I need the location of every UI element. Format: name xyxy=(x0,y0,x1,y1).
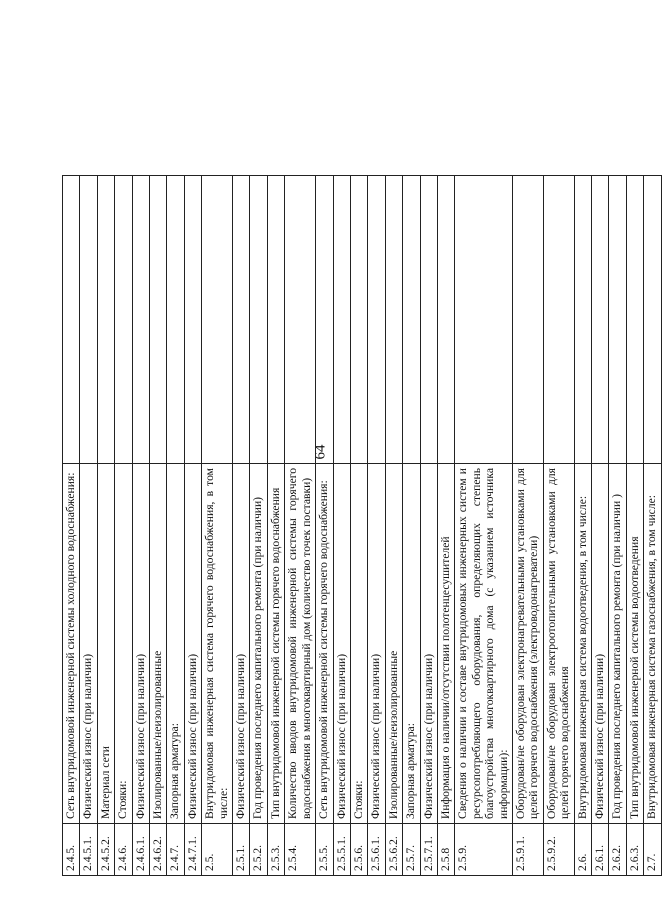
item-value-cell xyxy=(167,176,184,464)
item-value-cell xyxy=(63,176,80,464)
item-description-cell: Изолированные/неизолированные xyxy=(385,464,402,824)
item-description-cell: Внутридомовая инженерная система водоотведения, в том числе: xyxy=(574,464,591,824)
item-number-cell: 2.5.4. xyxy=(285,824,316,876)
item-value-cell xyxy=(267,176,284,464)
table-row xyxy=(63,176,80,876)
item-value-cell xyxy=(592,176,609,464)
item-value-cell xyxy=(316,176,333,464)
item-number-cell: 2.6. xyxy=(574,824,591,876)
item-number-cell: 2.4.5.1. xyxy=(80,824,97,876)
table-row xyxy=(202,176,233,876)
item-description-cell: Материал сети xyxy=(97,464,114,824)
item-description-cell: Внутридомовая инженерная система газоснабжения, в том числе: xyxy=(644,464,661,824)
table-row xyxy=(350,176,367,876)
table-row xyxy=(233,176,250,876)
item-number-cell: 2.5.5.1. xyxy=(333,824,350,876)
item-value-cell xyxy=(202,176,233,464)
item-number-cell: 2.6.1. xyxy=(592,824,609,876)
table-row xyxy=(316,176,333,876)
table-row xyxy=(609,176,626,876)
table-row xyxy=(267,176,284,876)
item-value-cell xyxy=(80,176,97,464)
item-value-cell xyxy=(115,176,132,464)
item-number-cell: 2.5.7.1. xyxy=(420,824,437,876)
item-description-cell: Сеть внутридомовой инженерной системы горячего водоснабжения: xyxy=(316,464,333,824)
item-description-cell: Физический износ (при наличии) xyxy=(368,464,385,824)
table-row xyxy=(592,176,609,876)
item-value-cell xyxy=(512,176,543,464)
item-description-cell: Количество вводов внутридомовой инженерной системы горячего водоснабжения в многоквартирный дом (количество точек поставки) xyxy=(285,464,316,824)
table-row xyxy=(333,176,350,876)
item-value-cell xyxy=(609,176,626,464)
item-number-cell: 2.5.2. xyxy=(250,824,267,876)
item-number-cell: 2.6.3. xyxy=(626,824,643,876)
item-number-cell: 2.4.5.2. xyxy=(97,824,114,876)
item-value-cell xyxy=(403,176,420,464)
table-row xyxy=(150,176,167,876)
item-description-cell: Сеть внутридомовой инженерной системы холодного водоснабжения: xyxy=(63,464,80,824)
item-value-cell xyxy=(437,176,454,464)
page-number: 64 xyxy=(312,444,329,460)
item-description-cell: Внутридомовая инженерная система горячего водоснабжения, в том числе: xyxy=(202,464,233,824)
item-description-cell: Физический износ (при наличии) xyxy=(184,464,201,824)
item-description-cell: Физический износ (при наличии) xyxy=(80,464,97,824)
item-description-cell: Год проведения последнего капитального ремонта (при наличии) xyxy=(250,464,267,824)
item-value-cell xyxy=(420,176,437,464)
item-description-cell: Тип внутридомовой инженерной системы водоотведения xyxy=(626,464,643,824)
table-row xyxy=(250,176,267,876)
item-number-cell: 2.5.6.1. xyxy=(368,824,385,876)
table-row xyxy=(115,176,132,876)
item-description-cell: Стояки: xyxy=(115,464,132,824)
item-number-cell: 2.5.6.2. xyxy=(385,824,402,876)
item-description-cell: Физический износ (при наличии) xyxy=(420,464,437,824)
item-description-cell: Тип внутридомовой инженерной системы горячего водоснабжения xyxy=(267,464,284,824)
item-description-cell: Физический износ (при наличии) xyxy=(592,464,609,824)
item-value-cell xyxy=(233,176,250,464)
item-number-cell: 2.5.9.1. xyxy=(512,824,543,876)
rotated-table-container xyxy=(62,176,659,876)
table-row xyxy=(574,176,591,876)
item-number-cell: 2.5.6. xyxy=(350,824,367,876)
item-value-cell xyxy=(385,176,402,464)
item-description-cell: Сведения о наличии и составе внутридомовых инженерных систем и ресурсопотребляющего оборудования, определяющих степень благоустройства многоквартирного дома (с указанием источника информации): xyxy=(455,464,513,824)
table-row xyxy=(626,176,643,876)
item-value-cell xyxy=(368,176,385,464)
item-number-cell: 2.4.5. xyxy=(63,824,80,876)
table-row xyxy=(167,176,184,876)
item-value-cell xyxy=(150,176,167,464)
item-description-cell: Оборудован/не оборудован электроотопительными установками для целей горячего водоснабжения xyxy=(543,464,574,824)
table-row xyxy=(437,176,454,876)
table-row xyxy=(644,176,661,876)
item-number-cell: 2.4.6.1. xyxy=(132,824,149,876)
table-row xyxy=(285,176,316,876)
table-body xyxy=(63,176,662,876)
item-number-cell: 2.5.7. xyxy=(403,824,420,876)
table-row xyxy=(455,176,513,876)
item-number-cell: 2.5.3. xyxy=(267,824,284,876)
item-description-cell: Физический износ (при наличии) xyxy=(233,464,250,824)
item-value-cell xyxy=(455,176,513,464)
item-value-cell xyxy=(543,176,574,464)
table-row xyxy=(184,176,201,876)
item-description-cell: Физический износ (при наличии) xyxy=(333,464,350,824)
item-description-cell: Оборудован/не оборудован электронагревательными установками для целей горячего водоснабжения (электроводонагреватели) xyxy=(512,464,543,824)
specification-table xyxy=(62,175,662,876)
item-number-cell: 2.6.2. xyxy=(609,824,626,876)
table-row xyxy=(368,176,385,876)
item-value-cell xyxy=(574,176,591,464)
item-number-cell: 2.5.8 xyxy=(437,824,454,876)
item-description-cell: Запорная арматура: xyxy=(403,464,420,824)
item-description-cell: Стояки: xyxy=(350,464,367,824)
item-value-cell xyxy=(333,176,350,464)
item-description-cell: Информация о наличии/отсутствии полотенцесушителей xyxy=(437,464,454,824)
table-row xyxy=(403,176,420,876)
item-value-cell xyxy=(644,176,661,464)
item-description-cell: Изолированные/неизолированные xyxy=(150,464,167,824)
table-row xyxy=(97,176,114,876)
item-number-cell: 2.5.5. xyxy=(316,824,333,876)
item-number-cell: 2.5. xyxy=(202,824,233,876)
item-value-cell xyxy=(184,176,201,464)
item-number-cell: 2.5.9.2. xyxy=(543,824,574,876)
table-row xyxy=(420,176,437,876)
item-number-cell: 2.5.1. xyxy=(233,824,250,876)
item-description-cell: Физический износ (при наличии) xyxy=(132,464,149,824)
table-row xyxy=(385,176,402,876)
item-number-cell: 2.4.6.2. xyxy=(150,824,167,876)
item-number-cell: 2.4.6. xyxy=(115,824,132,876)
item-description-cell: Год проведения последнего капитального ремонта (при наличии ) xyxy=(609,464,626,824)
item-value-cell xyxy=(350,176,367,464)
table-row xyxy=(80,176,97,876)
item-number-cell: 2.4.7. xyxy=(167,824,184,876)
item-number-cell: 2.5.9. xyxy=(455,824,513,876)
table-row xyxy=(512,176,543,876)
item-value-cell xyxy=(250,176,267,464)
item-description-cell: Запорная арматура: xyxy=(167,464,184,824)
item-value-cell xyxy=(97,176,114,464)
table-row xyxy=(132,176,149,876)
item-value-cell xyxy=(285,176,316,464)
item-value-cell xyxy=(626,176,643,464)
item-number-cell: 2.4.7.1. xyxy=(184,824,201,876)
item-number-cell: 2.7. xyxy=(644,824,661,876)
item-value-cell xyxy=(132,176,149,464)
table-row xyxy=(543,176,574,876)
